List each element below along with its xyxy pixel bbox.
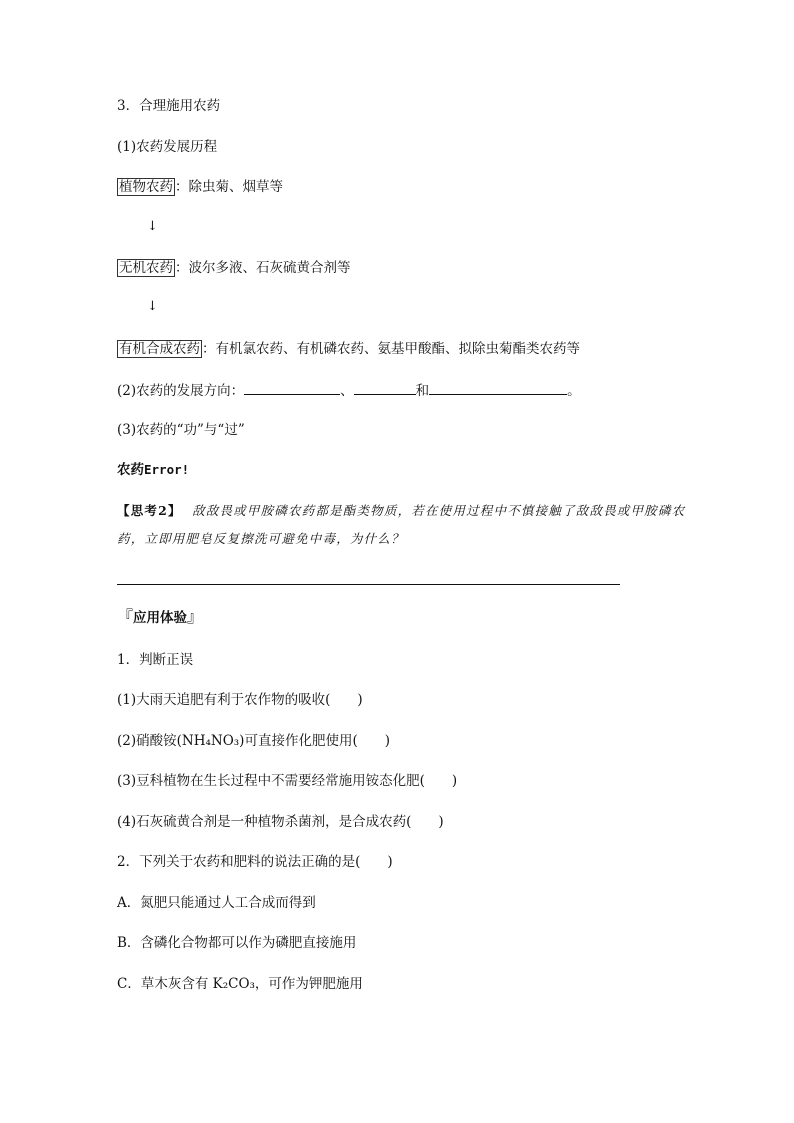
stage-inorganic-pesticide	[117, 259, 351, 277]
error-prefix: 农药	[117, 462, 144, 478]
application-section-title	[117, 604, 203, 627]
answer-blank-1[interactable]	[244, 380, 340, 395]
think-label: 【思考2】	[117, 503, 182, 518]
down-arrow-icon: ↓	[147, 219, 158, 234]
subheading-history: (1)农药发展历程	[117, 139, 218, 155]
section-title: 应用体验	[133, 610, 188, 626]
stage-text: ：有机氯农药、有机磷农药、氨基甲酸酯、拟除虫菊酯类农药等	[202, 341, 580, 357]
bracket-open: 『	[117, 607, 134, 626]
stage-label: 无机农药	[119, 260, 173, 276]
judgement-item: (1)大雨天追肥有利于农作物的吸收( )	[117, 692, 363, 708]
fill-blank-direction	[117, 380, 581, 400]
blank-prefix: (2)农药的发展方向：	[117, 383, 245, 399]
answer-line[interactable]	[117, 584, 620, 585]
question-2-title: 2．下列关于农药和肥料的说法正确的是( )	[117, 854, 393, 870]
option-c: C．草木灰含有 K₂CO₃，可作为钾肥施用	[117, 976, 363, 992]
option-a: A．氮肥只能通过人工合成而得到	[117, 895, 316, 911]
stage-text: ：除虫菊、烟草等	[175, 179, 283, 195]
error-line	[117, 461, 189, 479]
option-b: B．含磷化合物都可以作为磷肥直接施用	[117, 935, 357, 951]
answer-blank-2[interactable]	[354, 380, 416, 395]
error-text: Error!	[144, 462, 190, 477]
section-heading: 3．合理施用农药	[117, 98, 221, 114]
answer-blank-3[interactable]	[429, 380, 567, 395]
stage-text: ：波尔多液、石灰硫黄合剂等	[175, 260, 351, 276]
judgement-item: (3)豆科植物在生长过程中不需要经常施用铵态化肥( )	[117, 773, 458, 789]
stage-organic-pesticide	[117, 340, 580, 358]
think-question	[117, 497, 687, 553]
stage-label: 植物农药	[119, 179, 173, 195]
subheading-merits: (3)农药的“功”与“过”	[117, 422, 245, 438]
blank-end: 。	[567, 383, 581, 399]
blank-sep: 和	[415, 383, 430, 399]
question-1-title: 1．判断正误	[117, 652, 194, 668]
blank-sep: 、	[340, 383, 354, 399]
bracket-close: 』	[187, 607, 204, 626]
judgement-item: (4)石灰硫黄合剂是一种植物杀菌剂，是合成农药( )	[117, 814, 444, 830]
down-arrow-icon: ↓	[147, 299, 158, 314]
judgement-item: (2)硝酸铵(NH₄NO₃)可直接作化肥使用( )	[117, 733, 390, 749]
stage-plant-pesticide	[117, 178, 283, 196]
think-text: 敌敌畏或甲胺磷农药都是酯类物质，若在使用过程中不慎接触了敌敌畏或甲胺磷农药，立即用肥皂反复擦洗可避免中毒，为什么？	[117, 503, 686, 546]
stage-label: 有机合成农药	[119, 341, 200, 357]
